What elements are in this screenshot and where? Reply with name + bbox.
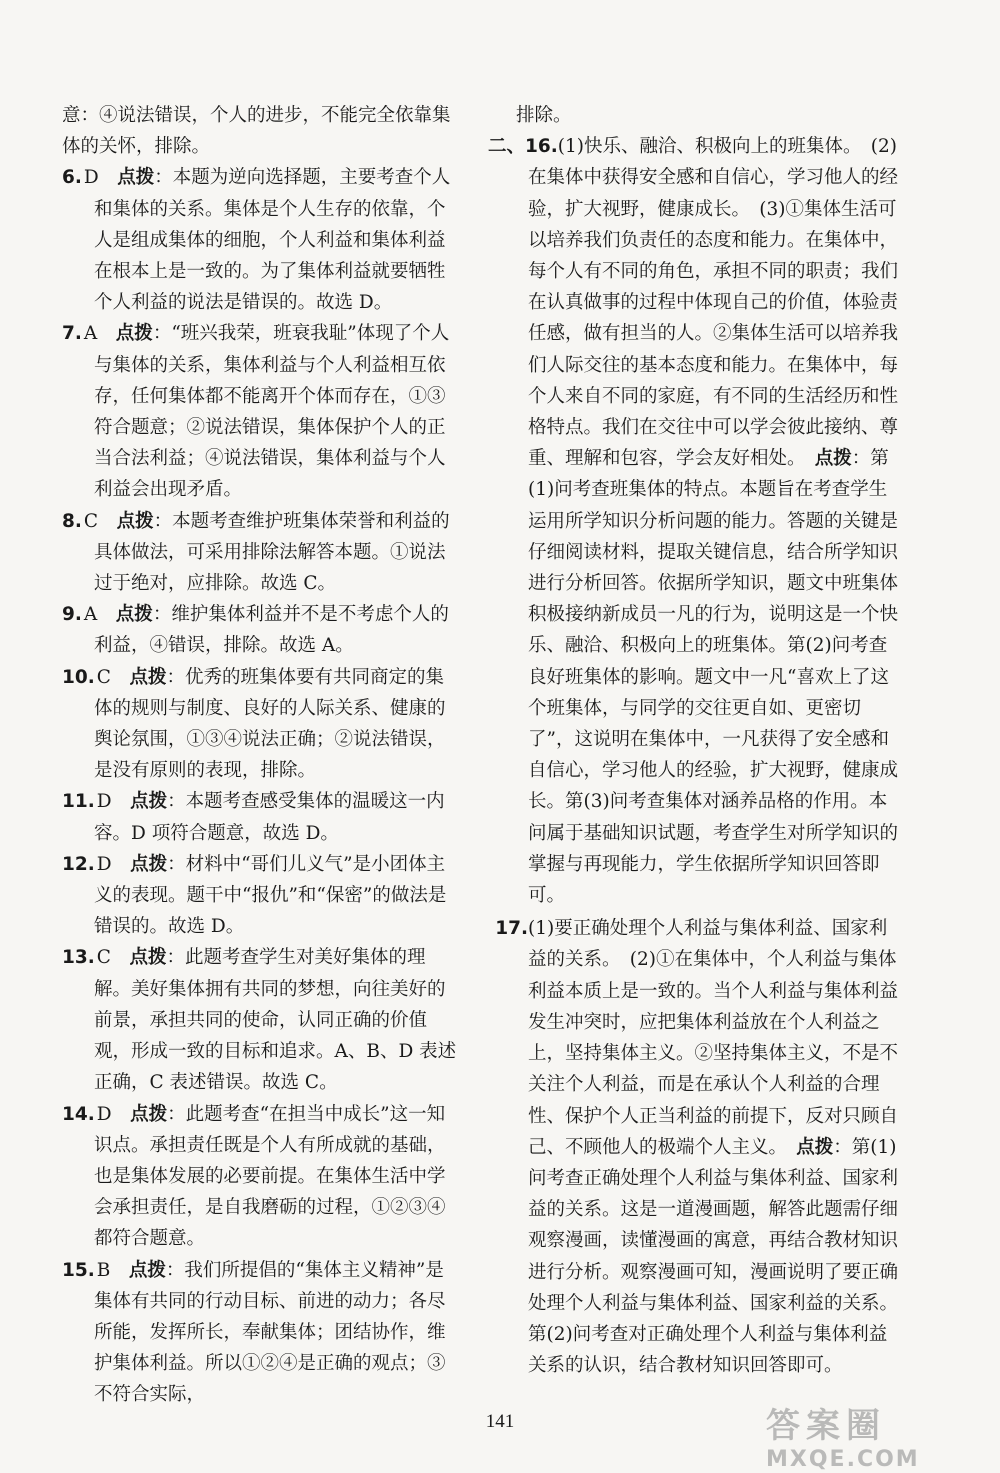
hint-text: ：我们所提倡的“集体主义精神”是集体有共同的行动目标、前进的动力；各尽所能，发挥所长，奉献集体；团结协作，维护集体利益。所以①②④是正确的观点；③不符合实际， [94,1259,446,1406]
left-column [62,100,462,1411]
answer-choice: B [96,1259,111,1281]
item-number: 13. [62,947,95,969]
answer-item [62,1099,462,1255]
answer-item [62,599,462,661]
continued-text: 排除。 [516,105,572,126]
item-number: 11. [62,791,95,813]
answer-item [62,506,462,600]
answer-item [62,786,462,848]
hint-keyword: 点拨 [115,323,153,345]
answer-text: (1)要正确处理个人利益与集体利益、国家利益的关系。 (2)①在集体中，个人利益与集体利益本质上是一致的。当个人利益与集体利益发生冲突时，应把集体利益放在个人利益之上，坚持集体主义。②坚持集体主义，不是不关注个人利益，而是在承认个人利益的合理性、保护个人正当利益的前提下，反对只顾自己、不顾他人的极端个人主义。 [528,918,899,1158]
item-number: 二、16. [488,136,558,158]
answer-choice: C [96,947,111,969]
item-number: 8. [62,510,82,532]
answer-choice: A [83,323,98,345]
hint-keyword: 点拨 [117,167,155,189]
hint-keyword: 点拨 [796,1136,834,1158]
answer-text: (1)快乐、融洽、积极向上的班集体。 (2)在集体中获得安全感和自信心，学习他人的经验，扩大视野，健康成长。 (3)①集体生活可以培养我们负责任的态度和能力。在集体中，每个人有不同的角色，承担不同的职责；我们在认真做事的过程中体现自己的价值，体验责任感，做有担当的人。②集体生活可以培养我们人际交往的基本态度和能力。在集体中，每个人来自不同的家庭，有不同的生活经历和性格特点。我们在交往中可以学会彼此接纳、尊重、理解和包容，学会友好相处。 [528,136,899,470]
answer-list-left [62,162,462,1410]
answer-choice: A [83,604,98,626]
hint-keyword: 点拨 [128,1259,166,1281]
answer-item-16 [488,131,900,911]
hint-text: ：此题考查学生对美好集体的理解。美好集体拥有共同的梦想，向往美好的前景，承担共同的使命，认同正确的价值观，形成一致的目标和追求。A、B、D 表述正确，C 表述错误。故选 C。 [94,947,457,1094]
item-number: 10. [62,666,95,688]
hint-keyword: 点拨 [129,947,167,969]
answer-item [62,662,462,787]
right-column [488,100,900,1381]
answer-item [62,942,462,1098]
watermark-url: MXQE.COM [766,1447,920,1472]
item-number: 12. [62,853,95,875]
hint-keyword: 点拨 [130,853,168,875]
answer-item [62,162,462,318]
hint-text: ：优秀的班集体要有共同商定的集体的规则与制度、良好的人际关系、健康的舆论氛围，①③④说法正确；②说法错误，是没有原则的表现，排除。 [94,666,446,782]
hint-text: ：第(1)问考查正确处理个人利益与集体利益、国家利益的关系。这是一道漫画题，解答此题需仔细观察漫画，读懂漫画的寓意，再结合教材知识进行分析。观察漫画可知，漫画说明了要正确处理个人利益与集体利益、国家利益的关系。第(2)问考查对正确处理个人利益与集体利益关系的认识，结合教材知识回答即可。 [528,1136,899,1377]
hint-text: ：“班兴我荣，班衰我耻”体现了个人与集体的关系，集体利益与个人利益相互依存，任何集体都不能离开个体而存在，①③符合题意；②说法错误，集体保护个人的正当合法利益；④说法错误，集体利益与个人利益会出现矛盾。 [94,323,450,501]
answer-choice: C [96,666,111,688]
watermark-text: 答案圈 [766,1406,886,1446]
answer-choice: C [83,510,99,532]
hint-keyword: 点拨 [130,1103,168,1125]
item-number: 15. [62,1259,95,1281]
answer-item [62,318,462,505]
hint-text: ：材料中“哥们儿义气”是小团体主义的表现。题干中“报仇”和“保密”的做法是错误的。故选 D。 [94,853,447,938]
hint-text: ：本题为逆向选择题，主要考查个人和集体的关系。集体是个人生存的依靠，个人是组成集体的细胞，个人利益和集体利益在根本上是一致的。为了集体利益就要牺牲个人利益的说法是错误的。故选 D。 [94,167,451,314]
hint-keyword: 点拨 [115,604,153,626]
page-number: 141 [485,1411,515,1432]
hint-keyword: 点拨 [814,448,852,470]
answer-choice: D [96,1103,112,1125]
answer-item [62,1255,462,1411]
continued-text: 意：④说法错误，个人的进步，不能完全依靠集体的关怀，排除。 [62,105,451,158]
item-number: 7. [62,323,82,345]
hint-text: ：此题考查“在担当中成长”这一知识点。承担责任既是个人有所成就的基础，也是集体发展的必要前提。在集体生活中学会承担责任，是自我磨砺的过程，①②③④都符合题意。 [94,1103,446,1250]
hint-keyword: 点拨 [116,510,154,532]
hint-text: ：维护集体利益并不是不考虑个人的利益，④错误，排除。故选 A。 [94,604,449,657]
item-number: 14. [62,1103,95,1125]
answer-item [62,849,462,943]
hint-text: ：第(1)问考查班集体的特点。本题旨在考查学生运用所学知识分析问题的能力。答题的关键是仔细阅读材料，提取关键信息，结合所学知识进行分析回答。依据所学知识，题文中班集体积极接纳新成员一凡的行为，说明这是一个快乐、融洽、积极向上的班集体。第(2)问考查良好班集体的影响。题文中一凡“喜欢上了这个班集体，与同学的交往更自如、更密切了”，这说明在集体中，一凡获得了安全感和自信心，学习他人的经验，扩大视野，健康成长。第(3)问考查集体对涵养品格的作用。本问属于基础知识试题，考查学生对所学知识的掌握与再现能力，学生依据所学知识回答即可。 [528,448,899,907]
hint-keyword: 点拨 [129,666,167,688]
hint-text: ：本题考查感受集体的温暖这一内容。D 项符合题意，故选 D。 [94,791,445,844]
answer-choice: D [83,167,99,189]
answer-choice: D [96,853,112,875]
hint-keyword: 点拨 [130,791,168,813]
answer-item-17 [488,913,900,1381]
item-number: 9. [62,604,82,626]
answer-choice: D [96,791,112,813]
item-number: 6. [62,167,82,189]
item-number: 17. [495,918,528,940]
watermark-logo [766,1398,976,1472]
hint-text: ：本题考查维护班集体荣誉和利益的具体做法，可采用排除法解答本题。①说法过于绝对，应排除。故选 C。 [94,510,450,595]
